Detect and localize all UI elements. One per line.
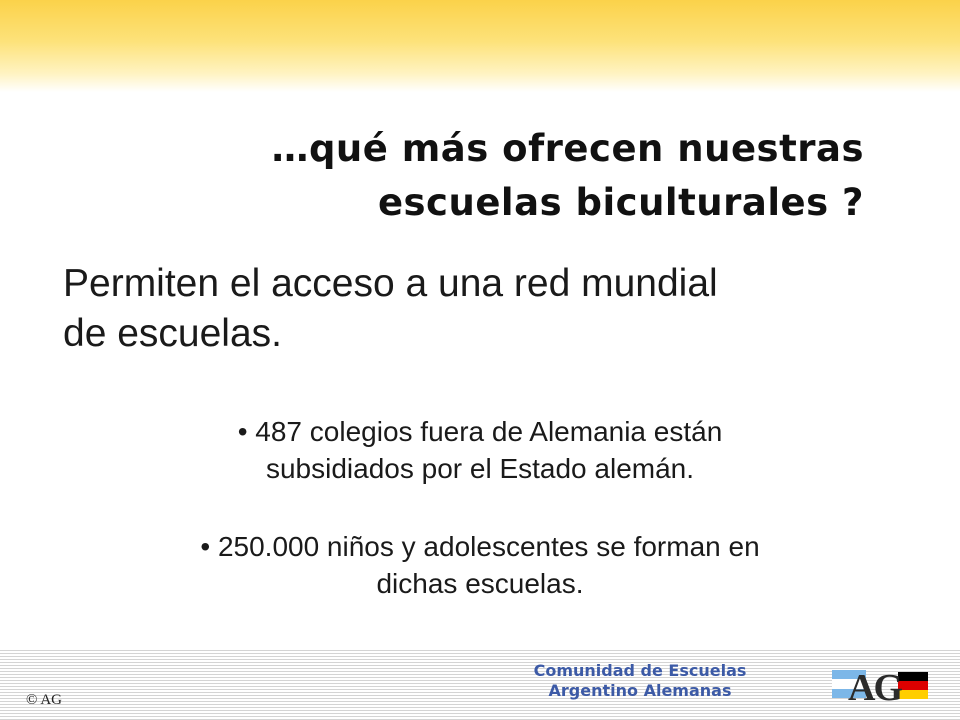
bullet-1-line-1: • 487 colegios fuera de Alemania están [237,416,723,447]
heading-line-2: escuelas biculturales ? [377,181,864,224]
lead-line-2: de escuelas. [63,312,282,355]
bullet-item [90,413,870,487]
footer-striped-band [0,650,960,720]
ag-logo-icon [832,664,930,706]
org-name-line-1: Comunidad de Escuelas [533,661,747,680]
organization-name [500,661,780,701]
bullet-1-line-2: subsidiados por el Estado alemán. [265,453,695,484]
top-gradient-band [0,0,960,92]
copyright-notice: © AG [26,692,62,708]
heading-line-1: …qué más ofrecen nuestras [271,127,864,170]
org-name-line-2: Argentino Alemanas [548,681,732,700]
bullet-item [60,528,900,602]
slide-heading [104,122,864,230]
lead-line-1: Permiten el acceso a una red mundial [63,262,718,305]
lead-text [63,259,903,359]
bullet-2-line-1: • 250.000 niños y adolescentes se forman en [200,531,760,562]
logo-lettering: AG [848,667,901,706]
bullet-2-line-2: dichas escuelas. [376,568,584,599]
